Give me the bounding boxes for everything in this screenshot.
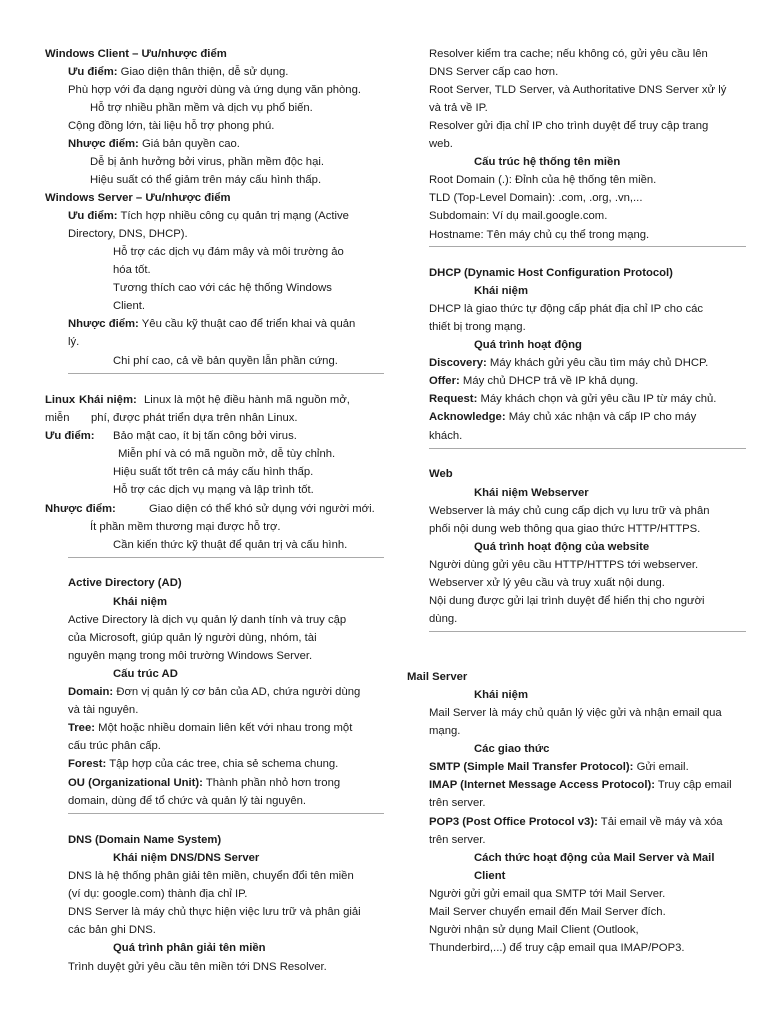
subheading: Cấu trúc AD [113, 668, 178, 680]
text-line: miễn [45, 412, 70, 424]
subheading: Khái niệm Webserver [474, 487, 589, 499]
windows-server-pros: Ưu điểm: Tích hợp nhiều công cụ quản trị mạng (Active [68, 210, 349, 222]
text-line: Cộng đồng lớn, tài liệu hỗ trợ phong phú. [68, 120, 275, 132]
subheading: Quá trình hoạt động [474, 339, 582, 351]
text-line: Resolver kiểm tra cache; nếu không có, gửi yêu cầu lên [429, 48, 708, 60]
mail-smtp: SMTP (Simple Mail Transfer Protocol): Gửi email. [429, 761, 689, 773]
subheading: Client [474, 870, 506, 882]
text-line: Người nhận sử dụng Mail Client (Outlook, [429, 924, 639, 936]
text-line: Directory, DNS, DHCP). [68, 228, 188, 240]
text-line: thiết bị trong mạng. [429, 321, 526, 333]
linux-cons-label: Nhược điểm: [45, 503, 116, 515]
dhcp-offer: Offer: Máy chủ DHCP trả về IP khả dụng. [429, 375, 639, 387]
dhcp-discovery: Discovery: Máy khách gửi yêu cầu tìm máy chủ DHCP. [429, 357, 709, 369]
text-line: Bảo mật cao, ít bị tấn công bởi virus. [113, 430, 297, 442]
text-line: nguyên mạng trong môi trường Windows Server. [68, 650, 313, 662]
text-line: Người gửi gửi email qua SMTP tới Mail Server. [429, 888, 666, 900]
text-line: DNS Server cấp cao hơn. [429, 66, 559, 78]
text-line: Tương thích cao với các hệ thống Windows [113, 282, 332, 294]
ad-ou: OU (Organizational Unit): Thành phần nhỏ hơn trong [68, 777, 341, 789]
subheading: Khái niệm DNS/DNS Server [113, 852, 260, 864]
text-line: Active Directory là dịch vụ quản lý danh tính và truy cập [68, 614, 347, 626]
section-title-windows-client: Windows Client – Ưu/nhược điểm [45, 48, 227, 60]
text-line: phí, được phát triển dựa trên nhân Linux. [91, 412, 298, 424]
text-line: Cần kiến thức kỹ thuật để quản trị và cấu hình. [113, 539, 348, 551]
section-title-active-directory: Active Directory (AD) [68, 577, 182, 589]
text-line: cấu trúc phân cấp. [68, 740, 161, 752]
text-line: TLD (Top-Level Domain): .com, .org, .vn,... [429, 192, 643, 204]
text-line: của Microsoft, giúp quản lý người dùng, nhóm, tài [68, 632, 317, 644]
text-line: Nội dung được gửi lại trình duyệt để hiển thị cho người [429, 595, 705, 607]
text-line: các bản ghi DNS. [68, 924, 156, 936]
windows-server-cons: Nhược điểm: Yêu cầu kỹ thuật cao để triển khai và quản [68, 318, 356, 330]
text-line: Hostname: Tên máy chủ cụ thể trong mạng. [429, 229, 650, 241]
text-line: Hiệu suất tốt trên cả máy cấu hình thấp. [113, 466, 314, 478]
text-line: (ví dụ: google.com) thành địa chỉ IP. [68, 888, 248, 900]
divider [429, 448, 746, 449]
ad-forest: Forest: Tập hợp của các tree, chia sẻ schema chung. [68, 758, 339, 770]
divider [68, 813, 384, 814]
text-line: Người dùng gửi yêu cầu HTTP/HTTPS tới webserver. [429, 559, 699, 571]
divider [68, 373, 384, 374]
section-title-web: Web [429, 468, 453, 480]
text-line: phối nội dung web thông qua giao thức HTTP/HTTPS. [429, 523, 701, 535]
text-line: Thunderbird,...) để truy cập email qua IMAP/POP3. [429, 942, 685, 954]
text-line: Hiệu suất có thể giảm trên máy cấu hình thấp. [90, 174, 322, 186]
text-line: khách. [429, 430, 463, 442]
linux-concept-label: Khái niệm: [79, 394, 137, 406]
text-line: trên server. [429, 834, 486, 846]
windows-client-cons: Nhược điểm: Giá bản quyền cao. [68, 138, 240, 150]
dhcp-acknowledge: Acknowledge: Máy chủ xác nhận và cấp IP cho máy [429, 411, 697, 423]
windows-client-pros: Ưu điểm: Giao diện thân thiện, dễ sử dụng. [68, 66, 289, 78]
linux-pros-label: Ưu điểm: [45, 430, 95, 442]
mail-imap: IMAP (Internet Message Access Protocol): Truy cập email [429, 779, 732, 791]
subheading: Cấu trúc hệ thống tên miền [474, 156, 621, 168]
section-title-dhcp: DHCP (Dynamic Host Configuration Protocol) [429, 267, 673, 279]
text-line: Dễ bị ảnh hưởng bởi virus, phần mềm độc hại. [90, 156, 325, 168]
text-line: mạng. [429, 725, 461, 737]
subheading: Quá trình phân giải tên miền [113, 942, 266, 954]
text-line: Hỗ trợ các dịch vụ đám mây và môi trường ảo [113, 246, 344, 258]
text-line: web. [429, 138, 453, 150]
text-line: DNS là hệ thống phân giải tên miền, chuyển đổi tên miền [68, 870, 354, 882]
text-line: Root Domain (.): Đỉnh của hệ thống tên miền. [429, 174, 657, 186]
text-line: Webserver xử lý yêu cầu và truy xuất nội dung. [429, 577, 665, 589]
subheading: Cách thức hoạt động của Mail Server và Mail [474, 852, 715, 864]
text-line: Resolver gửi địa chỉ IP cho trình duyệt để truy cập trang [429, 120, 709, 132]
text-line: Chi phí cao, cả về bản quyền lẫn phần cứng. [113, 355, 338, 367]
text-line: Mail Server chuyển email đến Mail Server đích. [429, 906, 666, 918]
text-line: Client. [113, 300, 146, 312]
subheading: Khái niệm [474, 689, 528, 701]
text-line: Linux là một hệ điều hành mã nguồn mở, [144, 394, 350, 406]
section-title-windows-server: Windows Server – Ưu/nhược điểm [45, 192, 231, 204]
text-line: Ít phần mềm thương mại được hỗ trợ. [90, 521, 281, 533]
subheading: Các giao thức [474, 743, 550, 755]
text-line: trên server. [429, 797, 486, 809]
text-line: và tài nguyên. [68, 704, 139, 716]
ad-domain: Domain: Đơn vị quản lý cơ bản của AD, chứa người dùng [68, 686, 361, 698]
text-line: Mail Server là máy chủ quản lý việc gửi và nhận email qua [429, 707, 722, 719]
text-line: Hỗ trợ nhiều phần mềm và dịch vụ phổ biến. [90, 102, 313, 114]
divider [429, 631, 746, 632]
ad-tree: Tree: Một hoặc nhiều domain liên kết với nhau trong một [68, 722, 353, 734]
text-line: Phù hợp với đa dạng người dùng và ứng dụng văn phòng. [68, 84, 361, 96]
subheading: Khái niệm [113, 596, 167, 608]
text-line: Hỗ trợ các dịch vụ mạng và lập trình tốt. [113, 484, 314, 496]
text-line: Webserver là máy chủ cung cấp dịch vụ lưu trữ và phân [429, 505, 710, 517]
section-title-linux: Linux [45, 394, 76, 406]
section-title-mail-server: Mail Server [407, 671, 468, 683]
text-line: Trình duyệt gửi yêu cầu tên miền tới DNS Resolver. [68, 961, 327, 973]
text-line: dùng. [429, 613, 458, 625]
subheading: Khái niệm [474, 285, 528, 297]
dhcp-request: Request: Máy khách chọn và gửi yêu cầu IP từ máy chủ. [429, 393, 717, 405]
text-line: và trả về IP. [429, 102, 488, 114]
text-line: Miễn phí và có mã nguồn mở, dễ tùy chỉnh. [118, 448, 336, 460]
divider [68, 557, 384, 558]
mail-pop3: POP3 (Post Office Protocol v3): Tải email về máy và xóa [429, 816, 723, 828]
divider [429, 246, 746, 247]
text-line: Subdomain: Ví dụ mail.google.com. [429, 210, 608, 222]
section-title-dns: DNS (Domain Name System) [68, 834, 222, 846]
text-line: Giao diện có thể khó sử dụng với người mới. [149, 503, 375, 515]
text-line: lý. [68, 336, 80, 348]
text-line: Root Server, TLD Server, và Authoritative DNS Server xử lý [429, 84, 727, 96]
text-line: hóa tốt. [113, 264, 151, 276]
text-line: DNS Server là máy chủ thực hiện việc lưu trữ và phân giải [68, 906, 361, 918]
text-line: DHCP là giao thức tự động cấp phát địa chỉ IP cho các [429, 303, 704, 315]
text-line: domain, dùng để tổ chức và quản lý tài nguyên. [68, 795, 307, 807]
subheading: Quá trình hoạt động của website [474, 541, 650, 553]
